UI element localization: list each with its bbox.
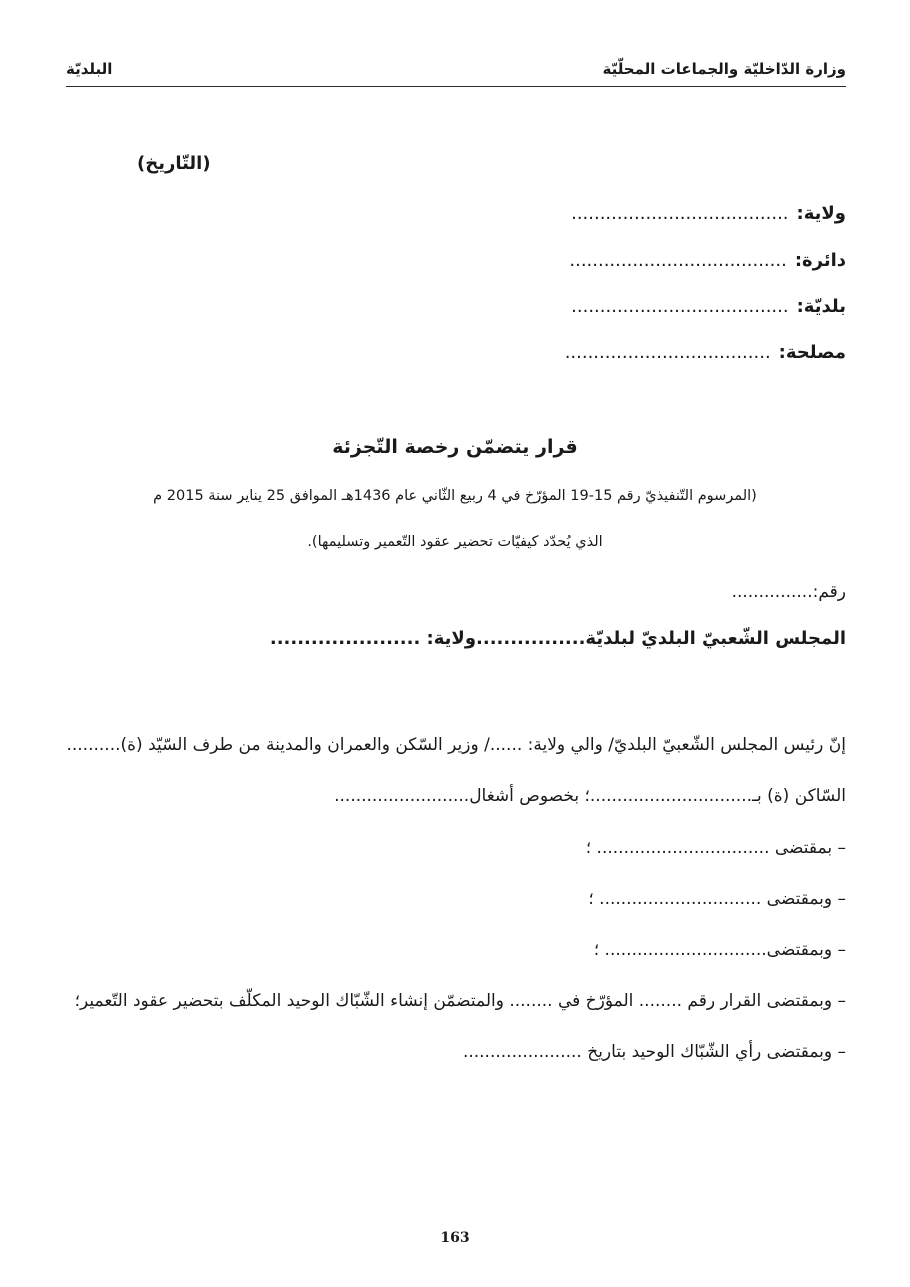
header-municipality: البلديّة (66, 60, 113, 78)
field-wilaya-dots: ...................................... (571, 203, 789, 224)
field-baladiya-label: بلديّة: (796, 296, 846, 317)
list-item: – وبمقتضى القرار رقم ........ المؤرّخ في ........ والمتضمّن إنشاء الشّبّاك الوحيد المكلّف بتحضير عقود التّعمير؛ (74, 991, 846, 1011)
list-item: – بمقتضى ................................ ؛ (585, 838, 846, 858)
field-daira-label: دائرة: (794, 250, 846, 271)
council-line: المجلس الشّعبيّ البلديّ لبلديّة................ولاية: ...................... (269, 628, 846, 649)
field-baladiya (571, 296, 846, 317)
field-wilaya (571, 203, 846, 224)
field-daira-dots: ...................................... (569, 250, 787, 271)
date-label: (التّاريخ) (137, 153, 211, 174)
list-item: – وبمقتضى رأي الشّبّاك الوحيد بتاريخ ...................... (462, 1042, 846, 1062)
field-daira (569, 250, 846, 271)
body-line-1: إنّ رئيس المجلس الشّعبيّ البلديّ/ والي ولاية: ....../ وزير السّكن والعمران والمدينة من طرف السّيّد (ة).......... (66, 735, 846, 755)
decree-reference-line1: (المرسوم التّنفيذيّ رقم 15-19 المؤرّخ في 4 ربيع الثّاني عام 1436هـ الموافق 25 يناير سنة 2015 م (153, 488, 757, 504)
header-ministry: وزارة الدّاخليّة والجماعات المحلّيّة (602, 60, 846, 78)
decision-title: قرار يتضمّن رخصة التّجزئة (332, 436, 578, 458)
body-line-2: السّاكن (ة) بـ..............................؛ بخصوص أشغال......................... (334, 786, 846, 806)
field-maslaha-label: مصلحة: (778, 342, 846, 363)
list-item: – وبمقتضى.............................. ؛ (593, 940, 846, 960)
header-divider (66, 86, 846, 87)
list-item: – وبمقتضى .............................. ؛ (588, 889, 846, 909)
page-number: 163 (440, 1230, 470, 1246)
decision-number: رقم:............... (731, 582, 846, 602)
field-maslaha-dots: .................................... (564, 342, 771, 363)
field-maslaha (565, 342, 846, 363)
field-baladiya-dots: ...................................... (571, 296, 789, 317)
decree-reference-line2: الذي يُحدّد كيفيّات تحضير عقود التّعمير وتسليمها). (307, 534, 603, 550)
field-wilaya-label: ولاية: (796, 203, 846, 224)
